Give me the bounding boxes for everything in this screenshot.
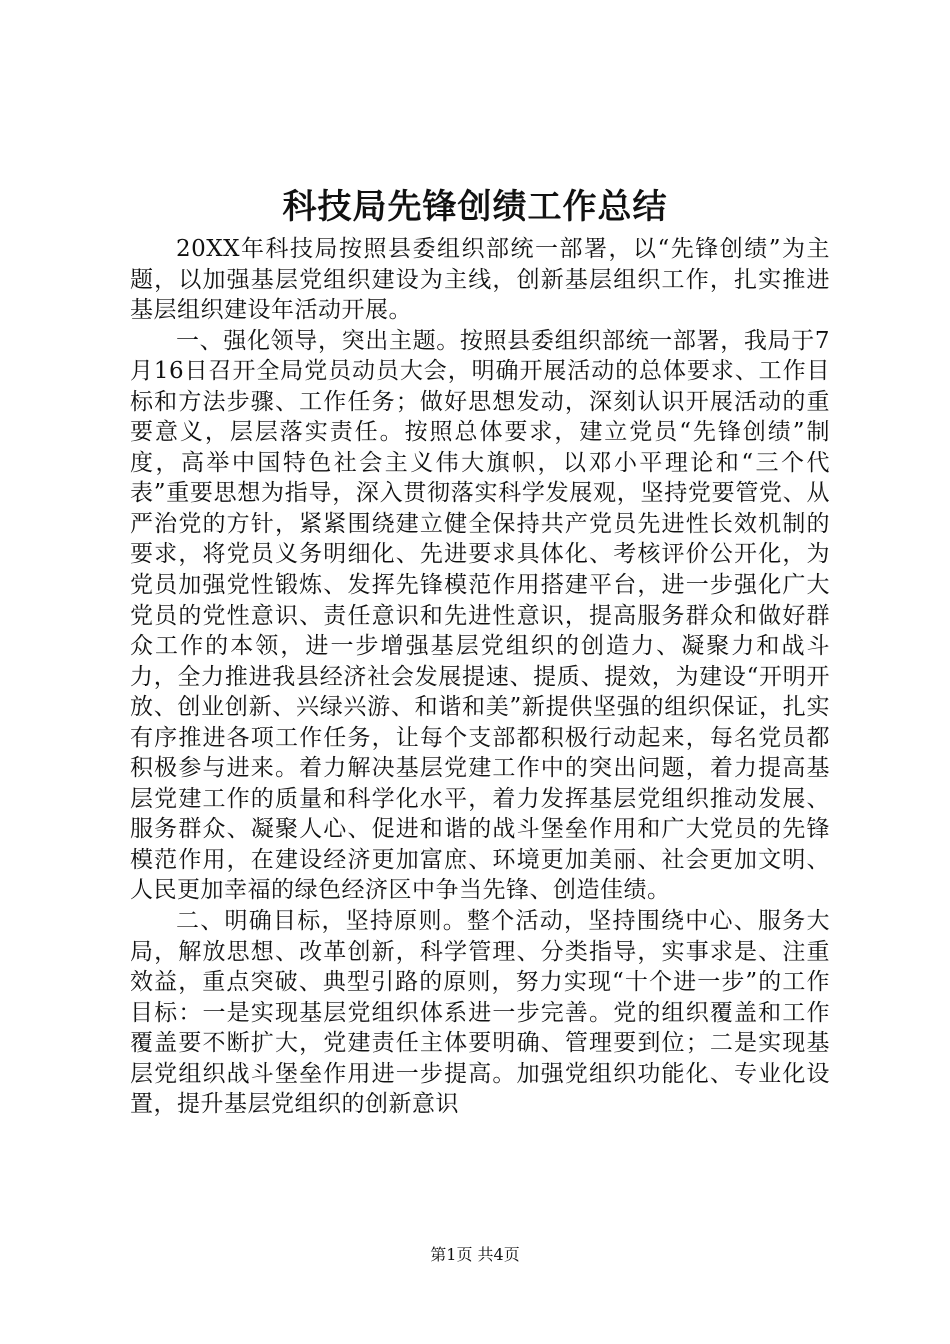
paragraph-intro: 20XX年科技局按照县委组织部统一部署，以“先锋创绩”为主题，以加强基层党组织建设为主线，创新基层组织工作，扎实推进基层组织建设年活动开展。 <box>130 236 830 324</box>
paragraph-section-two: 二、明确目标，坚持原则。整个活动，坚持围绕中心、服务大局，解放思想、改革创新，科学管理、分类指导，实事求是、注重效益，重点突破、典型引路的原则，努力实现“十个进一步”的工作目标：一是实现基层党组织体系进一步完善。党的组织覆盖和工作覆盖要不断扩大，党建责任主体要明确、管理要到位；二是实现基层党组织战斗堡垒作用进一步提高。加强党组织功能化、专业化设置，提升基层党组织的创新意识 <box>130 908 830 1118</box>
document-body <box>130 234 830 1120</box>
document-title: 科技局先锋创绩工作总结 <box>282 187 668 227</box>
page-footer: 第1页 共4页 <box>430 1245 520 1264</box>
paragraph-section-one: 一、强化领导，突出主题。按照县委组织部统一部署，我局于7月16日召开全局党员动员大会，明确开展活动的总体要求、工作目标和方法步骤、工作任务；做好思想发动，深刻认识开展活动的重要意义，层层落实责任。按照总体要求，建立党员“先锋创绩”制度，高举中国特色社会主义伟大旗帜，以邓小平理论和“三个代表”重要思想为指导，深入贯彻落实科学发展观，坚持党要管党、从严治党的方针，紧紧围绕建立健全保持共产党员先进性长效机制的要求，将党员义务明细化、先进要求具体化、考核评价公开化，为党员加强党性锻炼、发挥先锋模范作用搭建平台，进一步强化广大党员的党性意识、责任意识和先进性意识，提高服务群众和做好群众工作的本领，进一步增强基层党组织的创造力、凝聚力和战斗力，全力推进我县经济社会发展提速、提质、提效，为建设“开明开放、创业创新、兴绿兴游、和谐和美”新提供坚强的组织保证，扎实有序推进各项工作任务，让每个支部都积极行动起来，每名党员都积极参与进来。着力解决基层党建工作中的突出问题，着力提高基层党建工作的质量和科学化水平，着力发挥基层党组织推动发展、服务群众、凝聚人心、促进和谐的战斗堡垒作用和广大党员的先锋模范作用，在建设经济更加富庶、环境更加美丽、社会更加文明、人民更加幸福的绿色经济区中争当先锋、创造佳绩。 <box>130 327 830 904</box>
